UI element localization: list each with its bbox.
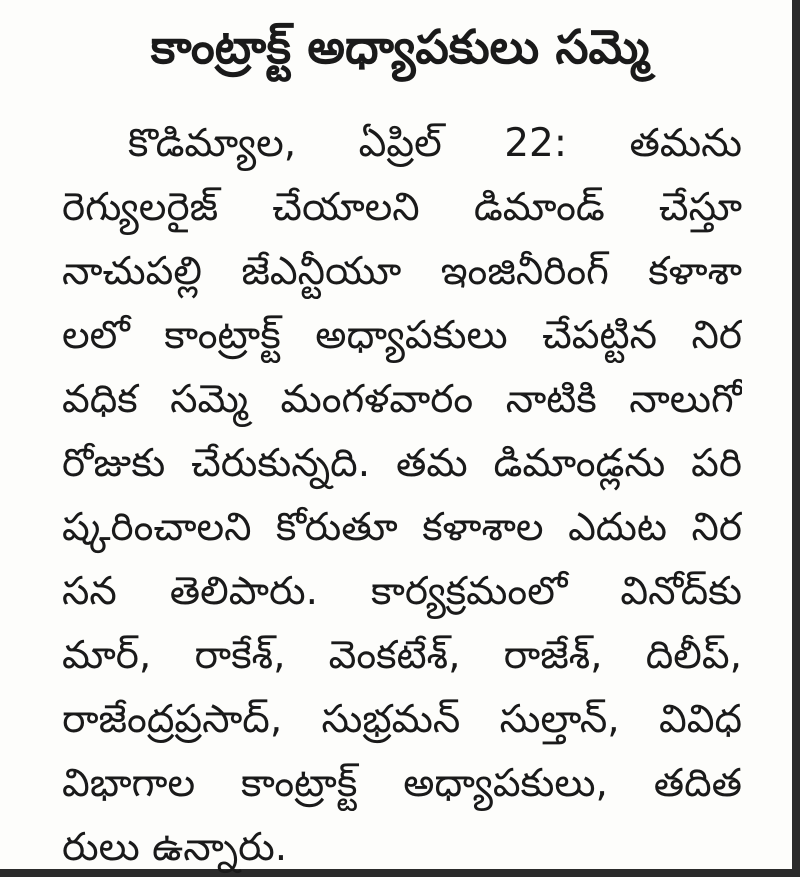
article-line: రులు ఉన్నారు. xyxy=(62,825,288,870)
headline: కాంట్రాక్ట్ అధ్యాపకులు సమ్మె xyxy=(150,20,650,75)
article-line: విభాగాల కాంట్రాక్ట్ అధ్యాపకులు, తదిత xyxy=(62,761,742,806)
article-line: రెగ్యులరైజ్ చేయాలని డిమాండ్ చేస్తూ xyxy=(62,185,742,230)
article-line: రాజేంద్రప్రసాద్, సుభ్రమన్ సుల్తాన్, వివిధ xyxy=(62,697,742,742)
article-line: లలో కాంట్రాక్ట్ అధ్యాపకులు చేపట్టిన నిర xyxy=(62,313,742,358)
article-line: నాచుపల్లి జేఎన్టీయూ ఇంజినీరింగ్ కళాశా xyxy=(62,249,742,294)
article-line: ష్కరించాలని కోరుతూ కళాశాల ఎదుట నిర xyxy=(62,505,742,550)
article-body xyxy=(62,112,742,880)
article-line: వధిక సమ్మె మంగళవారం నాటికి నాలుగో xyxy=(62,377,742,422)
article-line: మార్, రాకేశ్, వెంకటేశ్, రాజేశ్, దిలీప్, xyxy=(62,633,742,678)
article-line: కొడిమ్యాల, ఏప్రిల్ 22: తమను xyxy=(128,121,742,166)
article-line: రోజుకు చేరుకున్నది. తమ డిమాండ్లను పరి xyxy=(62,441,742,486)
article-line: సన తెలిపారు. కార్యక్రమంలో వినోద్‌కు xyxy=(62,569,742,614)
